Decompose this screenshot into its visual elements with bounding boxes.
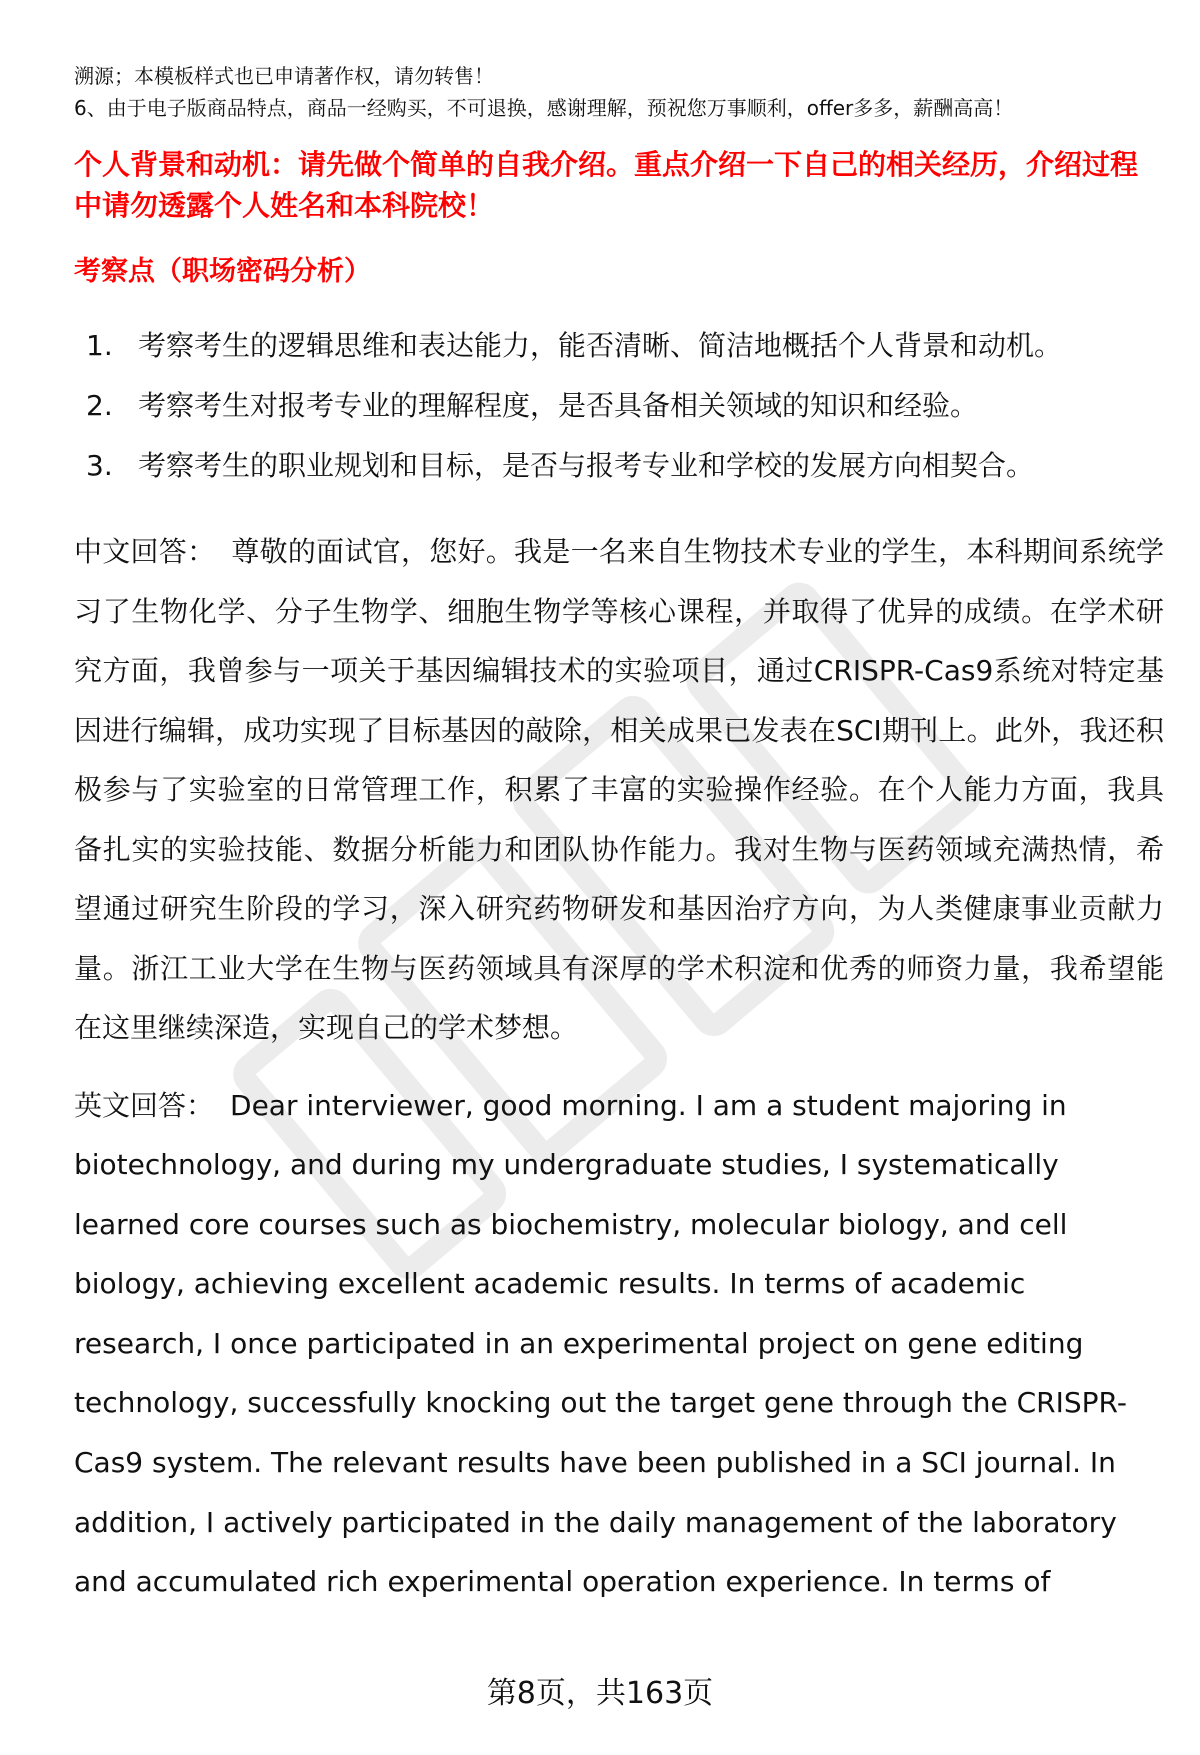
list-item-text: 考察考生的逻辑思维和表达能力，能否清晰、简洁地概括个人背景和动机。 [138,329,1063,362]
list-item [74,436,1164,496]
list-item [74,376,1164,436]
chinese-answer [74,522,1164,1058]
notice-line-1: 溯源；本模板样式也已申请著作权，请勿转售！ [74,64,494,88]
english-answer [74,1076,1164,1612]
notice-block [74,60,1164,124]
document-page [74,60,1164,1612]
assessment-points [74,316,1164,496]
notice-line-2: 6、由于电子版商品特点，商品一经购买，不可退换，感谢理解，预祝您万事顺利，offer多多，薪酬高高！ [74,96,1014,120]
list-item-number: 2. [86,389,113,422]
list-item [74,316,1164,376]
list-item-number: 3. [86,449,113,482]
chinese-answer-text: 尊敬的面试官，您好。我是一名来自生物技术专业的学生，本科期间系统学习了生物化学、分子生物学、细胞生物学等核心课程，并取得了优异的成绩。在学术研究方面，我曾参与一项关于基因编辑技术的实验项目，通过CRISPR-Cas9系统对特定基因进行编辑，成功实现了目标基因的敲除，相关成果已发表在SCI期刊上。此外，我还积极参与了实验室的日常管理工作，积累了丰富的实验操作经验。在个人能力方面，我具备扎实的实验技能、数据分析能力和团队协作能力。我对生物与医药领域充满热情，希望通过研究生阶段的学习，深入研究药物研发和基因治疗方向，为人类健康事业贡献力量。浙江工业大学在生物与医药领域具有深厚的学术积淀和优秀的师资力量，我希望能在这里继续深造，实现自己的学术梦想。 [74,535,1164,1044]
list-item-text: 考察考生对报考专业的理解程度，是否具备相关领域的知识和经验。 [138,389,979,422]
chinese-answer-label: 中文回答： [74,535,216,568]
assessment-title: 考察点（职场密码分析） [74,256,371,287]
question-heading: 个人背景和动机：请先做个简单的自我介绍。重点介绍一下自己的相关经历，介绍过程中请勿透露个人姓名和本科院校！ [74,148,1139,222]
list-item-number: 1. [86,329,113,362]
page-number: 第8页，共163页 [486,1676,714,1711]
english-answer-text: Dear interviewer, good morning. I am a student majoring in biotechnology, and during my undergraduate studies, I systematically learned core courses such as biochemistry, molecular biology, and cell biology, achieving excellent academic results. In terms of academic research, I once participated in an experimental project on gene editing technology, successfully knocking out the target gene through the CRISPR-Cas9 system. The relevant results have been published in a SCI journal. In addition, I actively participated in the daily management of the laboratory and accumulated rich experimental operation experience. In terms of [74,1088,1127,1599]
english-answer-label: 英文回答： [74,1088,215,1122]
list-item-text: 考察考生的职业规划和目标，是否与报考专业和学校的发展方向相契合。 [138,449,1035,482]
